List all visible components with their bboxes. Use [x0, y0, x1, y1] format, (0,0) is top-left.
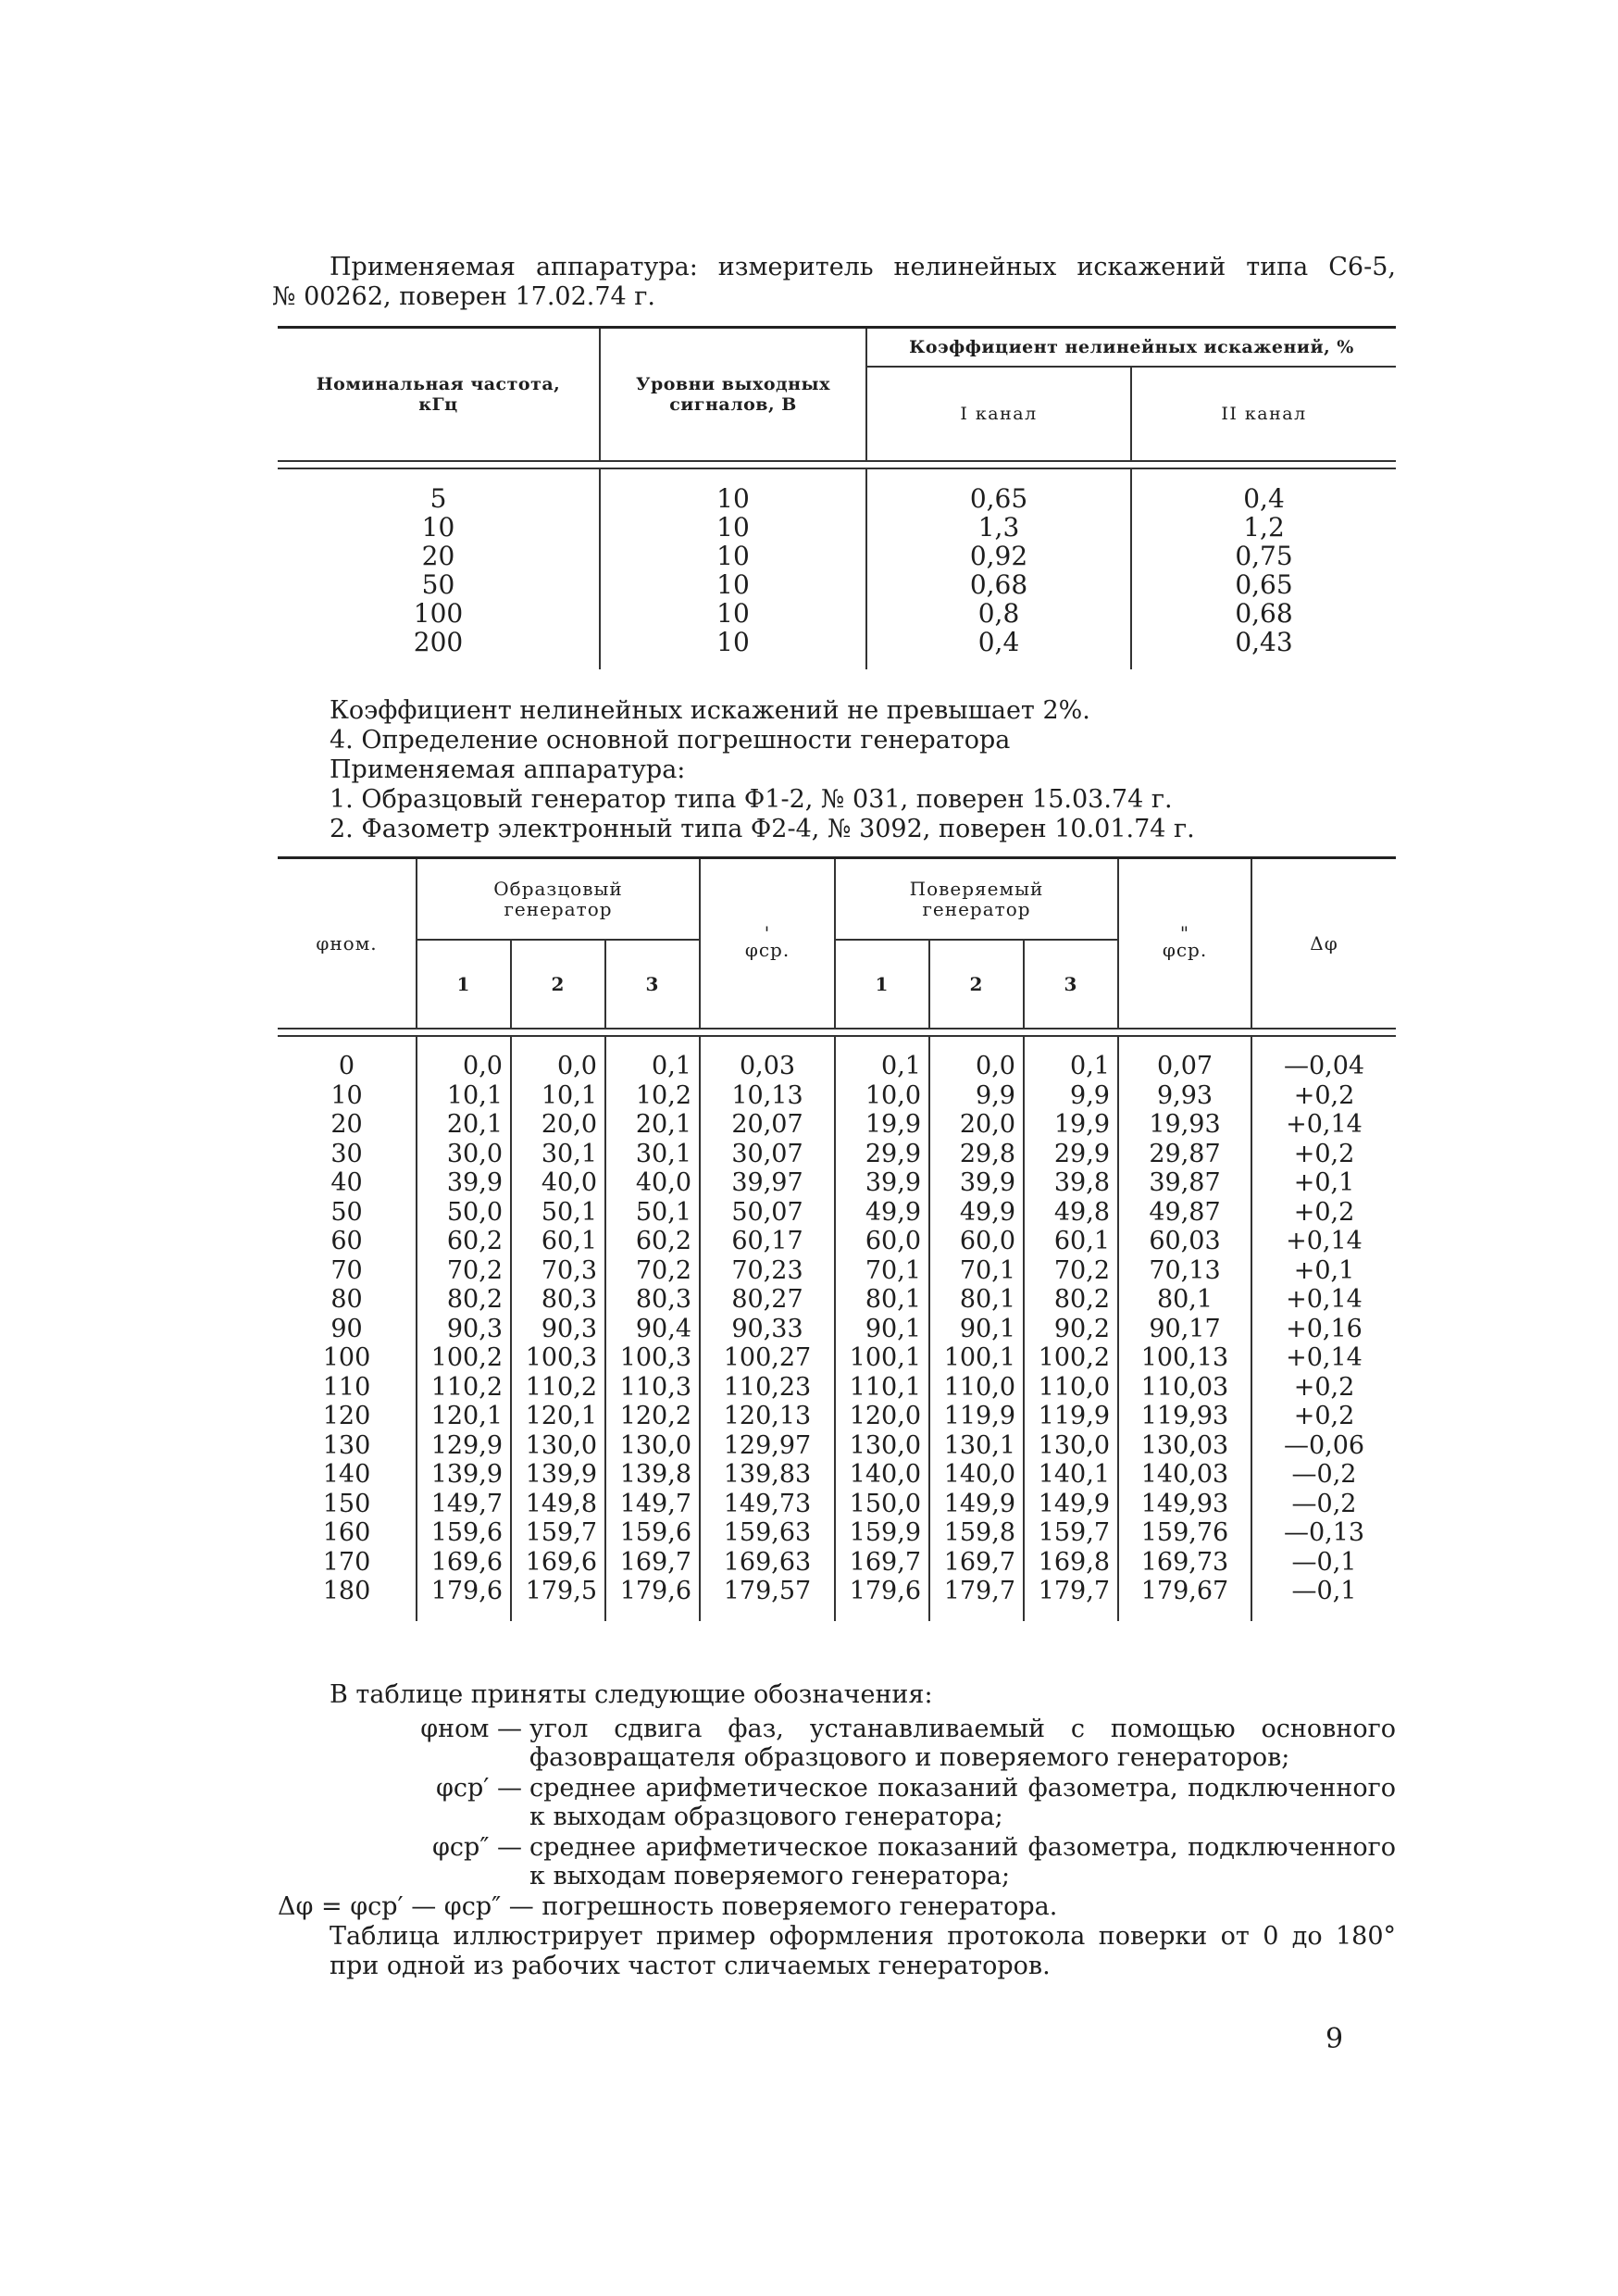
cell-value: 110 [322, 1372, 371, 1402]
cell-value: 10 [716, 483, 750, 514]
cell-value: 10 [716, 541, 750, 571]
header-test-2: 2 [929, 940, 1024, 1029]
column-levels [600, 468, 866, 669]
cell-value: +0,14 [1286, 1343, 1363, 1372]
cell-value: 60,2 [446, 1227, 503, 1255]
cell-value: 70 [330, 1255, 363, 1285]
cell-value: 20,0 [959, 1110, 1015, 1139]
cell-value: 0,1 [1070, 1052, 1110, 1080]
cell-value: 9,9 [976, 1080, 1015, 1110]
cell-value: 110,1 [849, 1372, 921, 1402]
cell-value: 10,1 [446, 1080, 503, 1110]
cell-value: +0,1 [1293, 1168, 1355, 1197]
cell-value: 1,3 [977, 512, 1020, 543]
legend-delta-phi: Δφ = φср′ — φср″ — погрешность поверяемого генератора. [278, 1892, 1058, 1921]
equipment-item-1: 1. Образцовый генератор типа Ф1-2, № 031, поверен 15.03.74 г. [330, 785, 1173, 814]
cell-value: +0,2 [1293, 1402, 1355, 1430]
cell-value: +0,2 [1293, 1139, 1355, 1168]
cell-value: 170 [322, 1547, 371, 1577]
cell-value: 5 [429, 483, 447, 514]
cell-value: 50 [421, 569, 455, 600]
cell-value: 179,57 [723, 1577, 812, 1605]
document-page: Применяемая аппаратура: измеритель нелинейных искажений типа С6-5, № 00262, поверен 17.02.74 г. Номинальная частота, кГц Уровни выходных сигналов, В Коэффициент нелинейных искажений, % I канал II канал 5 10 20 50 100 200 10 10 10 10 10 10 0,65 1,3 0,92 0,68 0,8 0,4 0,4 1,2 0,75 0,65 0,68 0,43 Коэффициент нелинейных искажений не превышает 2%. 4. Определение основной погрешности генератора Применяемая аппаратура: 1. Образцовый генератор типа Ф1-2, № 031, поверен 15.03.74 г. 2. Фазометр электронный типа Ф2-4, № 3092, поверен 10.01.74 г. φном. Образцовый генератор ' φср. Поверяемый генератор " φср. Δφ 1 2 3 1 2 3 0 10 20 30 40 50 60 70 80 90 100 110 120 130 140 150 160 170 180 0,0 10,1 20,1 30,0 39,9 50,0 60,2 70,2 80,2 90,3 100,2 110,2 120,1 129,9 139,9 149,7 159,6 169,6 179,6 0,0 10,1 20,0 30,1 40,0 50,1 60,1 70,3 80,3 90,3 100,3 110,2 120,1 130,0 139,9 149,8 159,7 169,6 179,5 0,1 10,2 20,1 30,1 40,0 50,1 60,2 70,2 80,3 90,4 100,3 110,3 120,2 130,0 139,8 149,7 159,6 169,7 179,6 0,03 10,13 20,07 30,07 39,97 50,07 60,17 70,23 80,27 90,33 100,27 110,23 120,13 129,97 139,83 149,73 159,63 169,63 179,57 0,1 10,0 19,9 29,9 39,9 49,9 60,0 70,1 80,1 90,1 100,1 110,1 120,0 130,0 140,0 150,0 159,9 169,7 179,6 0,0 9,9 20,0 29,8 39,9 49,9 60,0 70,1 80,1 90,1 100,1 110,0 119,9 130,1 140,0 149,9 159,8 169,7 179,7 0,1 9,9 19,9 29,9 39,8 49,8 60,1 70,2 80,2 90,2 100,2 110,0 119,9 130,0 140,1 149,9 159,7 169,8 179,7 0,07 9,93 19,93 29,87 39,87 49,87 60,03 70,13 80,1 90,17 100,13 110,03 119,93 130,03 140,03 149,93 159,76 169,73 179,67 —0,04 +0,2 +0,14 +0,2 +0,1 +0,2 +0,14 +0,1 +0,14 +0,16 +0,14 +0,2 +0,2 —0,06 —0,2 —0,2 —0,13 —0,1 —0,1 В таблице приняты следующие обозначения: φном — угол сдвига фаз, устанавливаемый с помощью основного фазовращателя образцового и поверяемого генераторов; φср′ — среднее арифметическое показаний фазометра, подключенного к выходам образцового генератора; φср″ — среднее арифметическое показаний фазометра, подключенного к выходам поверяемого генератора; Δφ = φср′ — φср″ — погрешность поверяемого генератора. Таблица иллюстрирует пример оформления протокола поверки от 0 до 180° при одной из рабочих частот сличаемых генераторов. 9 [272, 253, 1396, 2055]
cell-value: 20,1 [635, 1110, 691, 1139]
cell-value: 29,8 [959, 1139, 1015, 1168]
intro-line-2: № 00262, поверен 17.02.74 г. [272, 282, 656, 311]
cell-value: 9,9 [1070, 1080, 1110, 1110]
cell-value: 120,0 [849, 1402, 921, 1430]
column-phi-sr-tested [1118, 1036, 1251, 1621]
column-delta-phi [1251, 1036, 1396, 1621]
cell-value: 159,7 [1038, 1518, 1110, 1547]
cell-value: 160 [322, 1518, 371, 1547]
cell-value: 159,9 [849, 1518, 921, 1547]
header-phi-nom: φном. [278, 858, 417, 1029]
cell-value: 60,03 [1149, 1227, 1221, 1255]
cell-value: 90,17 [1149, 1314, 1221, 1343]
column-phi-nom [278, 1036, 417, 1621]
phase-error-table [278, 856, 1396, 1621]
cell-value: 120,1 [430, 1402, 503, 1430]
cell-value: +0,14 [1286, 1110, 1363, 1139]
cell-value: 169,63 [723, 1547, 812, 1577]
cell-value: —0,2 [1291, 1489, 1357, 1518]
cell-value: 90,4 [635, 1314, 691, 1343]
cell-value: 49,8 [1053, 1197, 1110, 1227]
cell-value: +0,14 [1286, 1285, 1363, 1314]
cell-value: 100,2 [430, 1343, 503, 1372]
distortion-table [278, 326, 1396, 669]
cell-value: 159,6 [430, 1518, 503, 1547]
cell-value: 179,6 [849, 1577, 921, 1605]
cell-value: 50 [330, 1197, 363, 1227]
cell-value: 10,2 [635, 1080, 691, 1110]
column-phi-sr-reference [700, 1036, 835, 1621]
closing-line-1: Таблица иллюстрирует пример оформления протокола поверки от 0 до 180° [330, 1922, 1396, 1951]
cell-value: 179,6 [619, 1577, 691, 1605]
cell-value: 30,07 [731, 1139, 803, 1168]
cell-value: 10 [716, 627, 750, 657]
cell-value: 10 [716, 598, 750, 629]
cell-value: 0,43 [1235, 627, 1293, 657]
cell-value: 140 [322, 1460, 371, 1489]
cell-value: 139,9 [525, 1460, 597, 1489]
cell-value: —0,2 [1291, 1460, 1357, 1489]
cell-value: 20 [421, 541, 455, 571]
cell-value: 40,0 [635, 1168, 691, 1197]
cell-value: 120,13 [723, 1402, 812, 1430]
header-ref-3: 3 [605, 940, 700, 1029]
cell-value: 80,3 [541, 1285, 597, 1314]
cell-value: 60,0 [959, 1227, 1015, 1255]
column-ref-1 [417, 1036, 511, 1621]
cell-value: 0,0 [557, 1052, 597, 1080]
cell-value: 149,9 [1038, 1489, 1110, 1518]
cell-value: 130,0 [525, 1430, 597, 1460]
cell-value: 60,1 [1053, 1227, 1110, 1255]
cell-value: 159,7 [525, 1518, 597, 1547]
cell-value: 0,65 [1235, 569, 1293, 600]
header-ref-2: 2 [511, 940, 605, 1029]
cell-value: 139,83 [723, 1460, 812, 1489]
cell-value: 110,3 [619, 1372, 691, 1402]
cell-value: —0,13 [1283, 1518, 1365, 1547]
cell-value: 70,1 [865, 1255, 921, 1285]
cell-value: 30,1 [635, 1139, 691, 1168]
cell-value: 110,2 [525, 1372, 597, 1402]
cell-value: 80,2 [446, 1285, 503, 1314]
cell-value: 110,0 [943, 1372, 1015, 1402]
cell-value: 179,7 [1038, 1577, 1110, 1605]
cell-value: 169,6 [525, 1547, 597, 1577]
header-delta-phi: Δφ [1310, 932, 1338, 955]
cell-value: +0,2 [1293, 1080, 1355, 1110]
cell-value: 60,2 [635, 1227, 691, 1255]
cell-value: 159,63 [723, 1518, 812, 1547]
header-channel-2: II канал [1221, 404, 1307, 424]
cell-value: —0,04 [1283, 1052, 1365, 1080]
cell-value: —0,1 [1291, 1577, 1357, 1605]
cell-value: 19,9 [865, 1110, 921, 1139]
cell-value: 159,6 [619, 1518, 691, 1547]
header-tested-generator: Поверяемый генератор [835, 858, 1118, 941]
header-ref-1: 1 [417, 940, 511, 1029]
cell-value: 169,73 [1140, 1547, 1229, 1577]
cell-value: 39,8 [1053, 1168, 1110, 1197]
cell-value: 90,1 [959, 1314, 1015, 1343]
cell-value: 100,3 [525, 1343, 597, 1372]
header-test-3: 3 [1024, 940, 1118, 1029]
cell-value: 0,4 [1243, 483, 1285, 514]
cell-value: 70,13 [1149, 1255, 1221, 1285]
section-4-title: 4. Определение основной погрешности генератора [330, 726, 1011, 755]
header-output-levels: Уровни выходных сигналов, В [600, 328, 866, 462]
cell-value: 0 [338, 1052, 355, 1080]
intro-line-1: Применяемая аппаратура: измеритель нелинейных искажений типа С6-5, [330, 253, 1396, 281]
cell-value: +0,2 [1293, 1372, 1355, 1402]
cell-value: 110,0 [1038, 1372, 1110, 1402]
header-channel-1: I канал [866, 367, 1131, 461]
cell-value: 40 [330, 1168, 363, 1197]
cell-value: 0,03 [739, 1052, 796, 1080]
cell-value: 60,0 [865, 1227, 921, 1255]
cell-value: 159,8 [943, 1518, 1015, 1547]
column-test-3 [1024, 1036, 1118, 1621]
cell-value: 30,1 [541, 1139, 597, 1168]
cell-value: 0,0 [463, 1052, 503, 1080]
cell-value: 100,2 [1038, 1343, 1110, 1372]
cell-value: 110,23 [723, 1372, 812, 1402]
cell-value: 130,0 [619, 1430, 691, 1460]
cell-value: 169,7 [619, 1547, 691, 1577]
equipment-label: Применяемая аппаратура: [330, 755, 686, 784]
cell-value: 50,1 [541, 1197, 597, 1227]
cell-value: —0,1 [1291, 1547, 1357, 1577]
cell-value: 90,2 [1053, 1314, 1110, 1343]
cell-value: 60 [330, 1227, 363, 1255]
cell-value: 129,9 [430, 1430, 503, 1460]
header-distortion-coefficient: Коэффициент нелинейных искажений, % [866, 328, 1396, 368]
cell-value: 130 [322, 1430, 371, 1460]
cell-value: 0,65 [969, 483, 1028, 514]
cell-value: 130,03 [1140, 1430, 1229, 1460]
cell-value: 179,7 [943, 1577, 1015, 1605]
cell-value: 10 [421, 512, 455, 543]
cell-value: 130,0 [1038, 1430, 1110, 1460]
cell-value: 139,8 [619, 1460, 691, 1489]
equipment-item-2: 2. Фазометр электронный типа Ф2-4, № 3092, поверен 10.01.74 г. [330, 815, 1195, 843]
cell-value: 90 [330, 1314, 363, 1343]
cell-value: 130,1 [943, 1430, 1015, 1460]
cell-value: 20,1 [446, 1110, 503, 1139]
cell-value: 140,1 [1038, 1460, 1110, 1489]
cell-value: 50,1 [635, 1197, 691, 1227]
cell-value: 169,8 [1038, 1547, 1110, 1577]
cell-value: 80,1 [865, 1285, 921, 1314]
cell-value: 70,2 [1053, 1255, 1110, 1285]
cell-value: 0,68 [969, 569, 1028, 600]
cell-value: 10,0 [865, 1080, 921, 1110]
cell-value: 50,0 [446, 1197, 503, 1227]
cell-value: 100,1 [943, 1343, 1015, 1372]
cell-value: 80,1 [1156, 1285, 1214, 1314]
cell-value: 50,07 [731, 1197, 803, 1227]
cell-value: 140,0 [849, 1460, 921, 1489]
cell-value: 180 [322, 1577, 371, 1605]
cell-value: 39,9 [959, 1168, 1015, 1197]
cell-value: 20,0 [541, 1110, 597, 1139]
cell-value: +0,16 [1286, 1314, 1363, 1343]
cell-value: 29,9 [1053, 1139, 1110, 1168]
cell-value: 149,9 [943, 1489, 1015, 1518]
cell-value: 139,9 [430, 1460, 503, 1489]
cell-value: 0,1 [652, 1052, 691, 1080]
column-frequency [278, 468, 600, 669]
cell-value: 19,93 [1149, 1110, 1221, 1139]
cell-value: 100 [322, 1343, 371, 1372]
cell-value: 0,1 [881, 1052, 921, 1080]
cell-value: 39,9 [446, 1168, 503, 1197]
cell-value: 149,7 [430, 1489, 503, 1518]
cell-value: 80 [330, 1285, 363, 1314]
cell-value: 100,27 [723, 1343, 812, 1372]
cell-value: 149,93 [1140, 1489, 1229, 1518]
cell-value: 129,97 [723, 1430, 812, 1460]
cell-value: 0,4 [977, 627, 1020, 657]
column-ref-2 [511, 1036, 605, 1621]
cell-value: 80,3 [635, 1285, 691, 1314]
column-ref-3 [605, 1036, 700, 1621]
cell-value: +0,14 [1286, 1227, 1363, 1255]
cell-value: 1,2 [1243, 512, 1285, 543]
cell-value: 70,23 [731, 1255, 803, 1285]
cell-value: 30 [330, 1139, 363, 1168]
cell-value: 90,33 [731, 1314, 803, 1343]
cell-value: 179,5 [525, 1577, 597, 1605]
cell-value: 169,6 [430, 1547, 503, 1577]
cell-value: 0,75 [1235, 541, 1293, 571]
cell-value: 119,93 [1140, 1402, 1229, 1430]
cell-value: 100 [413, 598, 464, 629]
cell-value: +0,1 [1293, 1255, 1355, 1285]
cell-value: 159,76 [1140, 1518, 1229, 1547]
column-test-1 [835, 1036, 929, 1621]
closing-line-2: при одной из рабочих частот сличаемых генераторов. [330, 1952, 1051, 1980]
cell-value: 90,3 [446, 1314, 503, 1343]
cell-value: 10,13 [731, 1080, 803, 1110]
cell-value: 0,0 [976, 1052, 1015, 1080]
cell-value: 100,13 [1140, 1343, 1229, 1372]
cell-value: 40,0 [541, 1168, 597, 1197]
header-test-1: 1 [835, 940, 929, 1029]
cell-value: 70,1 [959, 1255, 1015, 1285]
cell-value: 0,8 [977, 598, 1020, 629]
cell-value: 9,93 [1156, 1080, 1214, 1110]
cell-value: 29,87 [1149, 1139, 1221, 1168]
cell-value: 110,03 [1140, 1372, 1229, 1402]
cell-value: 120,2 [619, 1402, 691, 1430]
cell-value: 169,7 [943, 1547, 1015, 1577]
cell-value: 10 [330, 1080, 363, 1110]
cell-value: 0,07 [1156, 1052, 1214, 1080]
cell-value: 49,9 [865, 1197, 921, 1227]
cell-value: 179,67 [1140, 1577, 1229, 1605]
cell-value: 130,0 [849, 1430, 921, 1460]
cell-value: 60,1 [541, 1227, 597, 1255]
cell-value: 140,0 [943, 1460, 1015, 1489]
cell-value: 169,7 [849, 1547, 921, 1577]
cell-value: 49,87 [1149, 1197, 1221, 1227]
cell-value: 70,3 [541, 1255, 597, 1285]
cell-value: 0,68 [1235, 598, 1293, 629]
cell-value: 119,9 [1038, 1402, 1110, 1430]
cell-value: 60,17 [731, 1227, 803, 1255]
cell-value: 119,9 [943, 1402, 1015, 1430]
cell-value: 149,8 [525, 1489, 597, 1518]
cell-value: 10,1 [541, 1080, 597, 1110]
column-channel-1 [866, 468, 1131, 669]
cell-value: 19,9 [1053, 1110, 1110, 1139]
column-channel-2 [1131, 468, 1396, 669]
cell-value: 10 [716, 512, 750, 543]
cell-value: 39,97 [731, 1168, 803, 1197]
cell-value: 120 [322, 1402, 371, 1430]
cell-value: 39,87 [1149, 1168, 1221, 1197]
cell-value: +0,2 [1293, 1197, 1355, 1227]
cell-value: 70,2 [635, 1255, 691, 1285]
cell-value: 80,2 [1053, 1285, 1110, 1314]
cell-value: 100,1 [849, 1343, 921, 1372]
cell-value: 200 [413, 627, 464, 657]
cell-value: 120,1 [525, 1402, 597, 1430]
header-phi-sr-reference: ' φср. [700, 858, 835, 1029]
cell-value: 150 [322, 1489, 371, 1518]
cell-value: —0,06 [1283, 1430, 1365, 1460]
cell-value: 80,27 [731, 1285, 803, 1314]
cell-value: 70,2 [446, 1255, 503, 1285]
cell-value: 80,1 [959, 1285, 1015, 1314]
cell-value: 39,9 [865, 1168, 921, 1197]
legend-intro: В таблице приняты следующие обозначения: [330, 1680, 933, 1709]
cell-value: 100,3 [619, 1343, 691, 1372]
cell-value: 29,9 [865, 1139, 921, 1168]
page-number: 9 [1326, 2023, 1344, 2055]
cell-value: 0,92 [969, 541, 1028, 571]
cell-value: 150,0 [849, 1489, 921, 1518]
header-phi-sr-tested: " φср. [1118, 858, 1251, 1029]
distortion-conclusion: Коэффициент нелинейных искажений не превышает 2%. [330, 696, 1090, 725]
cell-value: 20 [330, 1110, 363, 1139]
header-reference-generator: Образцовый генератор [417, 858, 700, 941]
cell-value: 20,07 [731, 1110, 803, 1139]
cell-value: 49,9 [959, 1197, 1015, 1227]
cell-value: 30,0 [446, 1139, 503, 1168]
cell-value: 179,6 [430, 1577, 503, 1605]
cell-value: 90,3 [541, 1314, 597, 1343]
cell-value: 149,73 [723, 1489, 812, 1518]
header-nominal-frequency: Номинальная частота, кГц [278, 328, 600, 462]
cell-value: 10 [716, 569, 750, 600]
column-test-2 [929, 1036, 1024, 1621]
cell-value: 110,2 [430, 1372, 503, 1402]
cell-value: 140,03 [1140, 1460, 1229, 1489]
cell-value: 149,7 [619, 1489, 691, 1518]
cell-value: 90,1 [865, 1314, 921, 1343]
